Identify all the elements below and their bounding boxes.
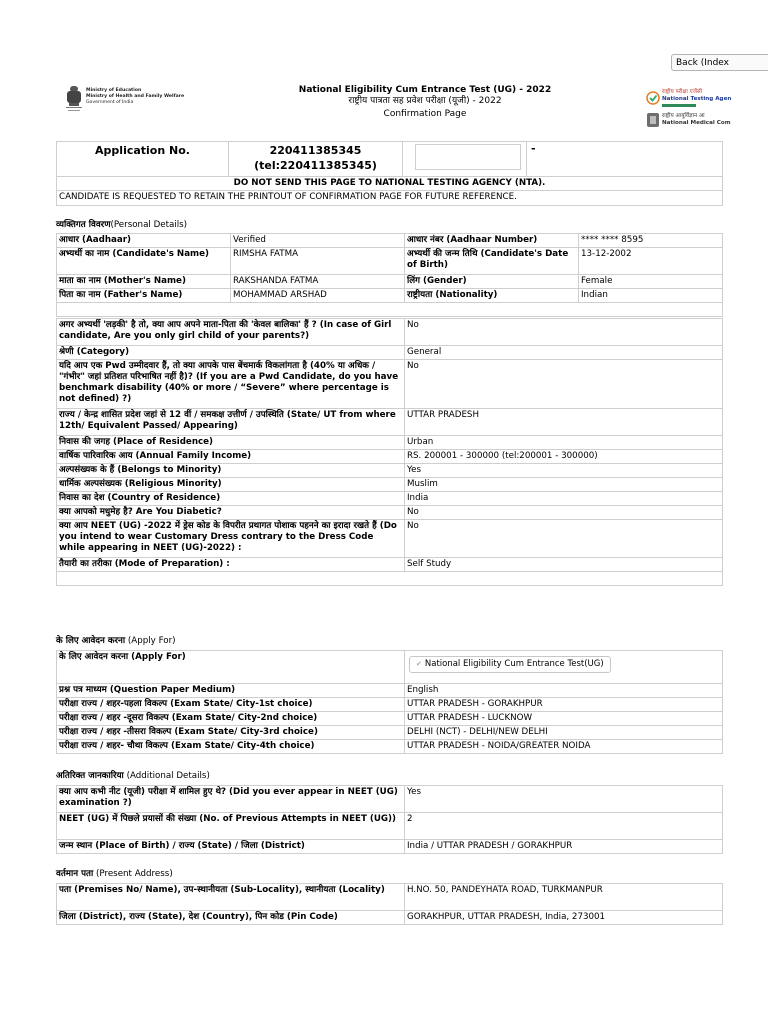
- field-label: क्या आप NEET (UG) -2022 में ड्रेस कोड के विपरीत प्रथागत पोशाक पहनने का इरादा रखते हैं (Do you intend to wear Customary Dress contrary to the Dress Code while appearing in NEET (UG)-2022) :: [57, 520, 405, 558]
- field-label: पता (Premises No/ Name), उप-स्थानीयता (Sub-Locality), स्थानीयता (Locality): [57, 884, 405, 911]
- heading-english: (Personal Details): [110, 220, 188, 230]
- heading-hindi: के लिए आवेदन करना: [56, 636, 126, 646]
- additional-details-table: [56, 785, 723, 854]
- heading-hindi: अतिरिक्त जानकारिया: [56, 771, 124, 781]
- nta-logo-icon: [646, 91, 660, 105]
- field-label: लिंग (Gender): [405, 275, 579, 289]
- field-label: श्रेणी (Category): [57, 346, 405, 360]
- notice-retain: CANDIDATE IS REQUESTED TO RETAIN THE PRINTOUT OF CONFIRMATION PAGE FOR FUTURE REFERENCE.: [57, 191, 723, 206]
- field-value: General: [405, 346, 723, 360]
- field-value: RIMSHA FATMA: [231, 248, 405, 275]
- field-value[interactable]: RS. 200001 - 300000 (tel:200001 - 300000): [405, 450, 723, 464]
- field-label: पिता का नाम (Father's Name): [57, 289, 231, 303]
- field-label: अभ्यर्थी की जन्म तिथि (Candidate's Date of Birth): [405, 248, 579, 275]
- spacer-row: [57, 572, 723, 586]
- page-title: National Eligibility Cum Entrance Test (UG) - 2022: [298, 85, 552, 95]
- field-label: परीक्षा राज्य / शहर- चौथा विकल्प (Exam State/ City-4th choice): [57, 740, 405, 754]
- present-address-table: [56, 883, 723, 925]
- field-label: आधार (Aadhaar): [57, 234, 231, 248]
- ministry-block: [86, 88, 184, 106]
- field-value: No: [405, 360, 723, 409]
- field-value: Verified: [231, 234, 405, 248]
- nta-logo: [646, 87, 768, 109]
- field-label: जन्म स्थान (Place of Birth) / राज्य (State) / जिला (District): [57, 840, 405, 854]
- field-label: राज्य / केन्द्र शासित प्रदेश जहां से 12 वीं / समकक्ष उत्तीर्ण / उपस्थिति (State/ UT from where 12th/ Equivalent Passed/ Appearing): [57, 409, 405, 436]
- field-value: Self Study: [405, 558, 723, 572]
- heading-english: (Present Address): [93, 869, 173, 879]
- field-value: H.NO. 50, PANDEYHATA ROAD, TURKMANPUR: [405, 884, 723, 911]
- application-number: 220411385345: [269, 144, 362, 157]
- field-label: अभ्यर्थी का नाम (Candidate's Name): [57, 248, 231, 275]
- application-tel[interactable]: (tel:220411385345): [254, 159, 377, 172]
- back-button[interactable]: Back (Index: [671, 54, 768, 71]
- field-label: प्रश्न पत्र माध्यम (Question Paper Medium): [57, 684, 405, 698]
- field-value: UTTAR PRADESH: [405, 409, 723, 436]
- field-label: निवास की जगह (Place of Residence): [57, 436, 405, 450]
- field-value: DELHI (NCT) - DELHI/NEW DELHI: [405, 726, 723, 740]
- ministry-line: Ministry of Health and Family Welfare: [86, 94, 185, 99]
- application-label: Application No.: [57, 142, 229, 177]
- field-value: GORAKHPUR, UTTAR PRADESH, India, 273001: [405, 911, 723, 925]
- field-label: यदि आप एक Pwd उम्मीदवार हैं, तो क्या आपके पास बेंचमार्क विकलांगता है (40% या अधिक / "गंभीर" जहां प्रतिशत परिभाषित नहीं है)? (If you are a Pwd Candidate, do you have benchmark disability (40% or more / “Severe” where percentage is not defined) ?): [57, 360, 405, 409]
- national-emblem-icon: [64, 84, 84, 116]
- field-label: निवास का देश (Country of Residence): [57, 492, 405, 506]
- notice-bold: DO NOT SEND THIS PAGE TO NATIONAL TESTING AGENCY (NTA).: [57, 177, 723, 191]
- field-value: Yes: [405, 786, 723, 813]
- field-value: India: [405, 492, 723, 506]
- field-value: UTTAR PRADESH - LUCKNOW: [405, 712, 723, 726]
- field-value: India / UTTAR PRADESH / GORAKHPUR: [405, 840, 723, 854]
- photo-box: [415, 144, 521, 170]
- field-value: No: [405, 319, 723, 346]
- field-label: क्या आपको मधुमेह है? Are You Diabetic?: [57, 506, 405, 520]
- nmc-logo-icon: [646, 112, 660, 128]
- field-label: राष्ट्रीयता (Nationality): [405, 289, 579, 303]
- field-label: क्या आप कभी नीट (यूजी) परीक्षा में शामिल हुए थे? (Did you ever appear in NEET (UG) examination ?): [57, 786, 405, 813]
- nta-english: National Testing Agen: [662, 96, 732, 102]
- field-label: आधार नंबर (Aadhaar Number): [405, 234, 579, 248]
- personal-details-heading: [56, 220, 187, 231]
- nmc-logo: [646, 110, 768, 132]
- field-value: Urban: [405, 436, 723, 450]
- heading-hindi: व्यक्तिगत विवरण: [56, 220, 111, 230]
- nmc-hindi: राष्ट्रीय आयुर्विज्ञान आ: [662, 113, 705, 119]
- field-value: English: [405, 684, 723, 698]
- ministry-line: Government of India: [86, 100, 134, 105]
- present-address-heading: [56, 869, 173, 880]
- apply-for-checkbox[interactable]: [409, 656, 611, 673]
- checkbox-label: National Eligibility Cum Entrance Test(UG): [424, 659, 604, 669]
- ministry-line: Ministry of Education: [86, 88, 142, 93]
- additional-details-heading: [56, 771, 210, 782]
- application-table: [56, 141, 723, 206]
- field-label: धार्मिक अल्पसंख्यक (Religious Minority): [57, 478, 405, 492]
- spacer-row: [57, 303, 723, 317]
- field-label: परीक्षा राज्य / शहर -तीसरा विकल्प (Exam State/ City-3rd choice): [57, 726, 405, 740]
- field-label: जिला (District), राज्य (State), देश (Country), पिन कोड (Pin Code): [57, 911, 405, 925]
- apply-for-table: [56, 650, 723, 754]
- apply-for-value: [405, 651, 723, 684]
- field-label: अगर अभ्यर्थी 'लड़की' है तो, क्या आप अपने माता-पिता की 'केवल बालिका' हैं ? (In case of Girl candidate, Are you only girl child of your parents?): [57, 319, 405, 346]
- field-label: तैयारी का तरीका (Mode of Preparation) :: [57, 558, 405, 572]
- nmc-english: National Medical Com: [662, 120, 731, 126]
- field-value: Indian: [579, 289, 723, 303]
- heading-english: (Apply For): [125, 636, 176, 646]
- personal-details-table: [56, 233, 723, 317]
- application-dash: -: [527, 142, 723, 177]
- field-value: UTTAR PRADESH - GORAKHPUR: [405, 698, 723, 712]
- personal-details-extra-table: [56, 318, 723, 586]
- field-value: No: [405, 520, 723, 558]
- nta-hindi: राष्ट्रीय परीक्षा एजेंसी: [662, 89, 703, 95]
- field-value: MOHAMMAD ARSHAD: [231, 289, 405, 303]
- check-icon: ✔: [416, 660, 422, 668]
- heading-english: (Additional Details): [123, 771, 210, 781]
- field-value: RAKSHANDA FATMA: [231, 275, 405, 289]
- page-subtitle: Confirmation Page: [383, 109, 467, 119]
- application-number-cell: [229, 142, 403, 177]
- field-label: परीक्षा राज्य / शहर -दूसरा विकल्प (Exam State/ City-2nd choice): [57, 712, 405, 726]
- field-value: UTTAR PRADESH - NOIDA/GREATER NOIDA: [405, 740, 723, 754]
- field-value: Female: [579, 275, 723, 289]
- field-label: NEET (UG) में पिछले प्रयासों की संख्या (No. of Previous Attempts in NEET (UG)): [57, 813, 405, 840]
- nta-tagline-bar: [662, 104, 696, 107]
- field-value: Yes: [405, 464, 723, 478]
- field-label: परीक्षा राज्य / शहर-पहला विकल्प (Exam State/ City-1st choice): [57, 698, 405, 712]
- field-value: No: [405, 506, 723, 520]
- field-label: के लिए आवेदन करना (Apply For): [57, 651, 405, 684]
- field-value: Muslim: [405, 478, 723, 492]
- field-label: वार्षिक पारिवारिक आय (Annual Family Income): [57, 450, 405, 464]
- field-label: माता का नाम (Mother's Name): [57, 275, 231, 289]
- field-label: अल्पसंख्यक के हैं (Belongs to Minority): [57, 464, 405, 478]
- heading-hindi: वर्तमान पता: [56, 869, 94, 879]
- apply-for-heading: [56, 636, 176, 647]
- field-value: 2: [405, 813, 723, 840]
- page-title-hindi: राष्ट्रीय पात्रता सह प्रवेश परीक्षा (यूजी) - 2022: [348, 96, 502, 106]
- photo-cell: [403, 142, 527, 177]
- field-value: 13-12-2002: [579, 248, 723, 275]
- field-value: **** **** 8595: [579, 234, 723, 248]
